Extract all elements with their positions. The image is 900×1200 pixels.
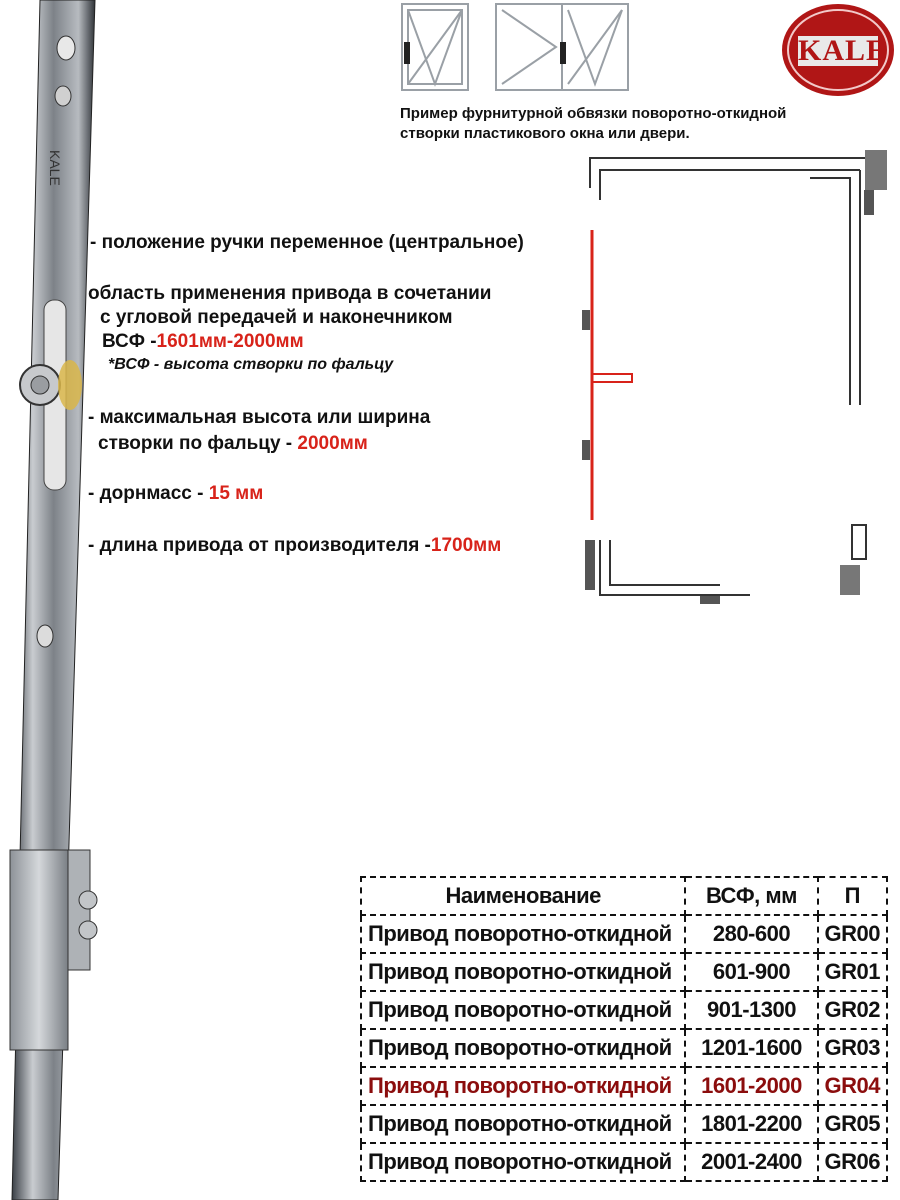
caption-line-2: створки пластикового окна или двери. (400, 125, 690, 142)
row-code: GR04 (818, 1067, 888, 1105)
row-name: Привод поворотно-откидной (361, 1105, 685, 1143)
max-value: 2000мм (297, 433, 368, 454)
spec-application-line1: область применения привода в сочетании (88, 283, 492, 304)
table-row-highlighted (361, 1067, 887, 1105)
backset-value: 15 мм (208, 483, 264, 504)
table-row (361, 1029, 887, 1067)
spec-max-line1: - максимальная высота или ширина (88, 407, 431, 428)
row-name: Привод поворотно-откидной (361, 1067, 685, 1105)
logo-text: KALE (798, 34, 888, 67)
max-label: створки по фальцу - (98, 433, 293, 454)
vsf-value: 1601мм-2000мм (156, 331, 304, 352)
row-code: GR01 (818, 953, 888, 991)
row-code: GR06 (818, 1143, 888, 1181)
row-code: GR02 (818, 991, 888, 1029)
kale-logo (780, 2, 896, 98)
row-name: Привод поворотно-откидной (361, 1143, 685, 1181)
caption-line-1: Пример фурнитурной обвязки поворотно-откидной (400, 105, 787, 122)
row-code: GR03 (818, 1029, 888, 1067)
table-row (361, 991, 887, 1029)
header-vsf: ВСФ, мм (685, 877, 817, 915)
diagram-caption (400, 104, 786, 144)
hardware-assembly-diagram (570, 140, 900, 610)
spec-application-line2: с угловой передачей и наконечником (100, 307, 453, 328)
row-range: 901-1300 (685, 991, 817, 1029)
length-value: 1700мм (430, 535, 502, 556)
table-row (361, 953, 887, 991)
row-name: Привод поворотно-откидной (361, 915, 685, 953)
spec-handle-position: - положение ручки переменное (центральное) (90, 232, 524, 253)
drive-spec-table (360, 876, 888, 1182)
row-name: Привод поворотно-откидной (361, 991, 685, 1029)
drive-bar-photo (0, 0, 110, 1200)
length-label: - длина привода от производителя - (88, 535, 431, 556)
header-name: Наименование (361, 877, 685, 915)
header-code: П (818, 877, 888, 915)
row-range: 280-600 (685, 915, 817, 953)
row-code: GR00 (818, 915, 888, 953)
spec-vsf-range (102, 330, 304, 354)
row-range: 1601-2000 (685, 1067, 817, 1105)
table-row (361, 1105, 887, 1143)
vsf-footnote: *ВСФ - высота створки по фальцу (108, 356, 394, 373)
row-name: Привод поворотно-откидной (361, 1029, 685, 1067)
spec-max-line2 (98, 432, 368, 456)
row-code: GR05 (818, 1105, 888, 1143)
vsf-label: ВСФ - (102, 331, 157, 352)
spec-drive-length (88, 534, 501, 558)
table-row (361, 915, 887, 953)
row-range: 601-900 (685, 953, 817, 991)
window-types-icon (400, 2, 632, 94)
row-name: Привод поворотно-откидной (361, 953, 685, 991)
spec-backset (88, 482, 263, 506)
backset-label: - дорнмасс - (88, 483, 204, 504)
table-header-row (361, 877, 887, 915)
row-range: 1201-1600 (685, 1029, 817, 1067)
table-row (361, 1143, 887, 1181)
svg-text:KALE: KALE (47, 150, 63, 186)
row-range: 1801-2200 (685, 1105, 817, 1143)
row-range: 2001-2400 (685, 1143, 817, 1181)
